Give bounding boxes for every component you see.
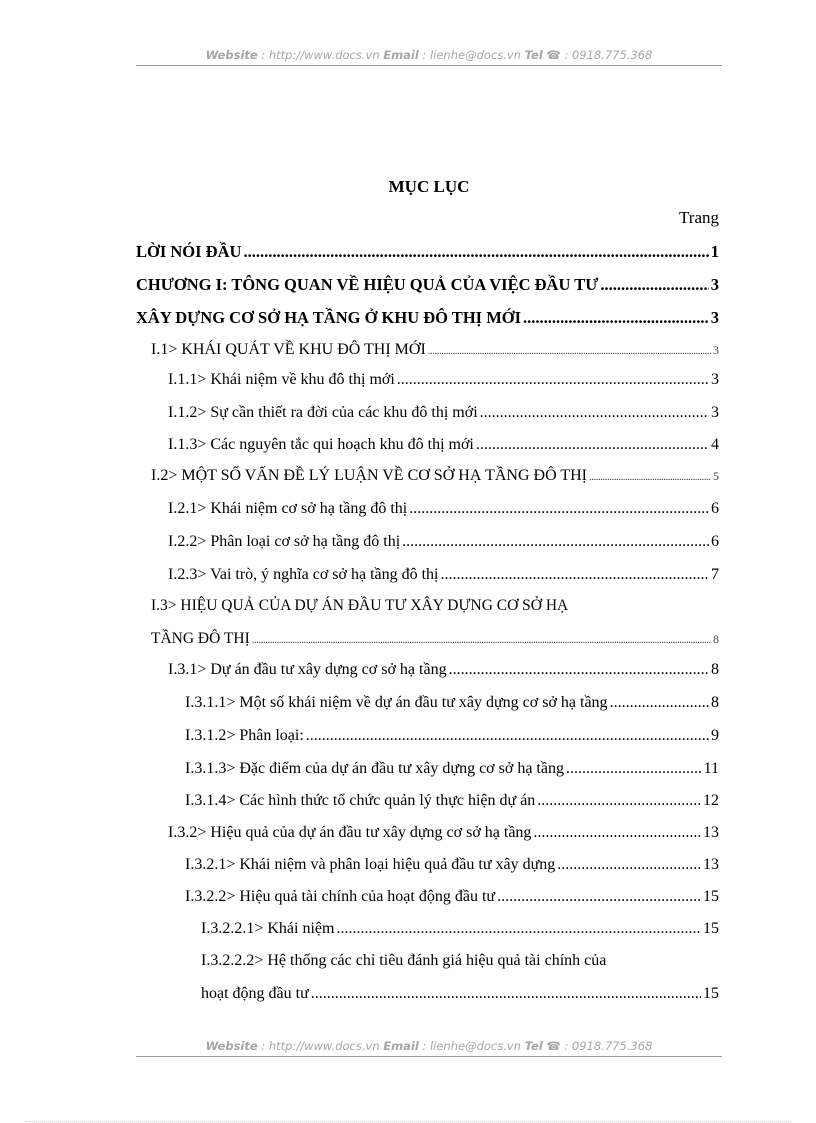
- toc-entry[interactable]: [136, 308, 719, 328]
- tel-value: ☎ : 0918.775.368: [542, 48, 653, 62]
- toc-label: I.3.1.4> Các hình thức tổ chức quản lý thực hiện dự án: [185, 792, 536, 809]
- toc-entry[interactable]: [201, 985, 719, 1003]
- leader-dots: [252, 634, 711, 646]
- leader-dots: [589, 471, 711, 483]
- toc-entry[interactable]: [136, 242, 719, 262]
- leader-dots: [336, 920, 701, 938]
- toc-page: 15: [703, 888, 719, 905]
- toc-label: I.1.2> Sự cần thiết ra đời của các khu đô thị mới: [168, 404, 478, 421]
- toc-label: I.2.2> Phân loại cơ sở hạ tầng đô thị: [168, 533, 401, 550]
- toc-label: hoạt động đầu tư: [201, 985, 309, 1002]
- toc-page: 3: [711, 371, 719, 388]
- leader-dots: [600, 275, 708, 295]
- toc-page: 3: [713, 343, 719, 357]
- toc-entry[interactable]: [185, 694, 719, 712]
- toc-label: I.3.2> Hiệu quả của dự án đầu tư xây dựng cơ sở hạ tầng: [168, 824, 532, 841]
- leader-dots: [428, 345, 711, 357]
- toc-entry[interactable]: [151, 467, 719, 485]
- page-column-header: Trang: [679, 208, 719, 227]
- toc-label: I.2> MỘT SỐ VẤN ĐỀ LÝ LUẬN VỀ CƠ SỞ HẠ TẦNG ĐÔ THỊ: [151, 467, 587, 484]
- toc-entry[interactable]: [185, 792, 719, 810]
- leader-dots: [476, 436, 709, 454]
- toc-label: LỜI NÓI ĐẦU: [136, 242, 242, 261]
- toc-label: I.3.1.1> Một số khái niệm về dự án đầu tư xây dựng cơ sở hạ tầng: [185, 694, 608, 711]
- toc-page: 7: [711, 566, 719, 583]
- toc-page: 8: [713, 632, 719, 646]
- email-label: Email: [383, 1039, 419, 1053]
- toc-entry-line1: [151, 597, 719, 615]
- toc-entry[interactable]: [151, 341, 719, 359]
- toc-label: I.1.1> Khái niệm về khu đô thị mới: [168, 371, 395, 388]
- toc-entry[interactable]: [168, 404, 719, 422]
- website-label: Website: [205, 48, 258, 62]
- tel-value: ☎ : 0918.775.368: [542, 1039, 653, 1053]
- leader-dots: [523, 308, 709, 328]
- leader-dots: [537, 792, 701, 810]
- toc-label: I.3.1.2> Phân loại:: [185, 727, 304, 744]
- leader-dots: [397, 371, 709, 389]
- email-value: : lienhe@docs.vn: [418, 1039, 525, 1053]
- toc-entry[interactable]: [185, 856, 719, 874]
- toc-page: 13: [703, 824, 719, 841]
- toc-label: I.3.2.2> Hiệu quả tài chính của hoạt động đầu tư: [185, 888, 496, 905]
- toc-entry-line1: [201, 952, 606, 970]
- toc-label: I.1.3> Các nguyên tắc qui hoạch khu đô thị mới: [168, 436, 474, 453]
- toc-label: I.3.1.3> Đặc điểm của dự án đầu tư xây dựng cơ sở hạ tầng: [185, 760, 564, 777]
- page-header: [136, 48, 722, 66]
- toc-page: 15: [703, 985, 719, 1002]
- toc-label: I.2.3> Vai trò, ý nghĩa cơ sở hạ tầng đô thị: [168, 566, 439, 583]
- toc-label: CHƯƠNG I: TÔNG QUAN VỀ HIỆU QUẢ CỦA VIỆC ĐẦU TƯ: [136, 275, 599, 294]
- toc-entry[interactable]: [168, 371, 719, 389]
- toc-title: MỤC LỤC: [388, 177, 470, 196]
- website-value: : http://www.docs.vn: [257, 48, 384, 62]
- toc-entry[interactable]: [168, 566, 719, 584]
- toc-entry[interactable]: [168, 533, 719, 551]
- email-value: : lienhe@docs.vn: [418, 48, 525, 62]
- leader-dots: [409, 500, 709, 518]
- leader-dots: [610, 694, 709, 712]
- toc-page: 8: [711, 661, 719, 678]
- toc-label: I.3.2.1> Khái niệm và phân loại hiệu quả đầu tư xây dựng: [185, 856, 556, 873]
- leader-dots: [441, 566, 710, 584]
- toc-page: 11: [703, 760, 719, 777]
- toc-page: 1: [710, 242, 719, 261]
- toc-entry[interactable]: [168, 436, 719, 454]
- toc-label: I.3.2.2.2> Hệ thống các chỉ tiêu đánh giá hiệu quả tài chính của: [201, 952, 607, 969]
- leader-dots: [533, 824, 701, 842]
- toc-label: I.2.1> Khái niệm cơ sở hạ tầng đô thị: [168, 500, 408, 517]
- email-label: Email: [383, 48, 419, 62]
- toc-entry[interactable]: [185, 760, 719, 778]
- toc-label: XÂY DỰNG CƠ SỞ HẠ TẦNG Ở KHU ĐÔ THỊ MỚI: [136, 308, 522, 327]
- leader-dots: [402, 533, 709, 551]
- toc-label: TẦNG ĐÔ THỊ: [151, 630, 250, 647]
- tel-label: Tel: [524, 1039, 543, 1053]
- toc-page: 4: [711, 436, 719, 453]
- toc-page: 3: [710, 308, 719, 327]
- toc-entry[interactable]: [168, 500, 719, 518]
- page-edge-divider: [25, 1121, 791, 1122]
- leader-dots: [480, 404, 709, 422]
- toc-page: 15: [703, 920, 719, 937]
- toc-label: I.1> KHÁI QUÁT VỀ KHU ĐÔ THỊ MỚI: [151, 341, 426, 358]
- toc-page: 6: [711, 500, 719, 517]
- toc-page: 9: [711, 727, 719, 744]
- leader-dots: [566, 760, 702, 778]
- toc-entry[interactable]: [136, 275, 719, 295]
- toc-page: 8: [711, 694, 719, 711]
- leader-dots: [557, 856, 701, 874]
- leader-dots: [449, 661, 709, 679]
- toc-label: I.3> HIỆU QUẢ CỦA DỰ ÁN ĐẦU TƯ XÂY DỰNG CƠ SỞ HẠ: [151, 597, 569, 614]
- toc-page: 3: [710, 275, 719, 294]
- toc-entry[interactable]: [185, 888, 719, 906]
- leader-dots: [243, 242, 708, 262]
- tel-label: Tel: [524, 48, 543, 62]
- toc-page: 12: [703, 792, 719, 809]
- leader-dots: [311, 985, 701, 1003]
- toc-page: 6: [711, 533, 719, 550]
- toc-page: 3: [711, 404, 719, 421]
- toc-entry[interactable]: [168, 661, 719, 679]
- leader-dots: [497, 888, 701, 906]
- website-label: Website: [205, 1039, 258, 1053]
- website-value: : http://www.docs.vn: [257, 1039, 384, 1053]
- toc-label: I.3.1> Dự án đầu tư xây dựng cơ sở hạ tầng: [168, 661, 447, 678]
- page-footer: [136, 1039, 722, 1057]
- leader-dots: [306, 727, 709, 745]
- toc-entry[interactable]: [151, 630, 719, 648]
- toc-entry[interactable]: [185, 727, 719, 745]
- toc-page: 5: [713, 469, 719, 483]
- toc-label: I.3.2.2.1> Khái niệm: [201, 920, 335, 937]
- toc-page: 13: [703, 856, 719, 873]
- toc-entry[interactable]: [201, 920, 719, 938]
- toc-entry[interactable]: [168, 824, 719, 842]
